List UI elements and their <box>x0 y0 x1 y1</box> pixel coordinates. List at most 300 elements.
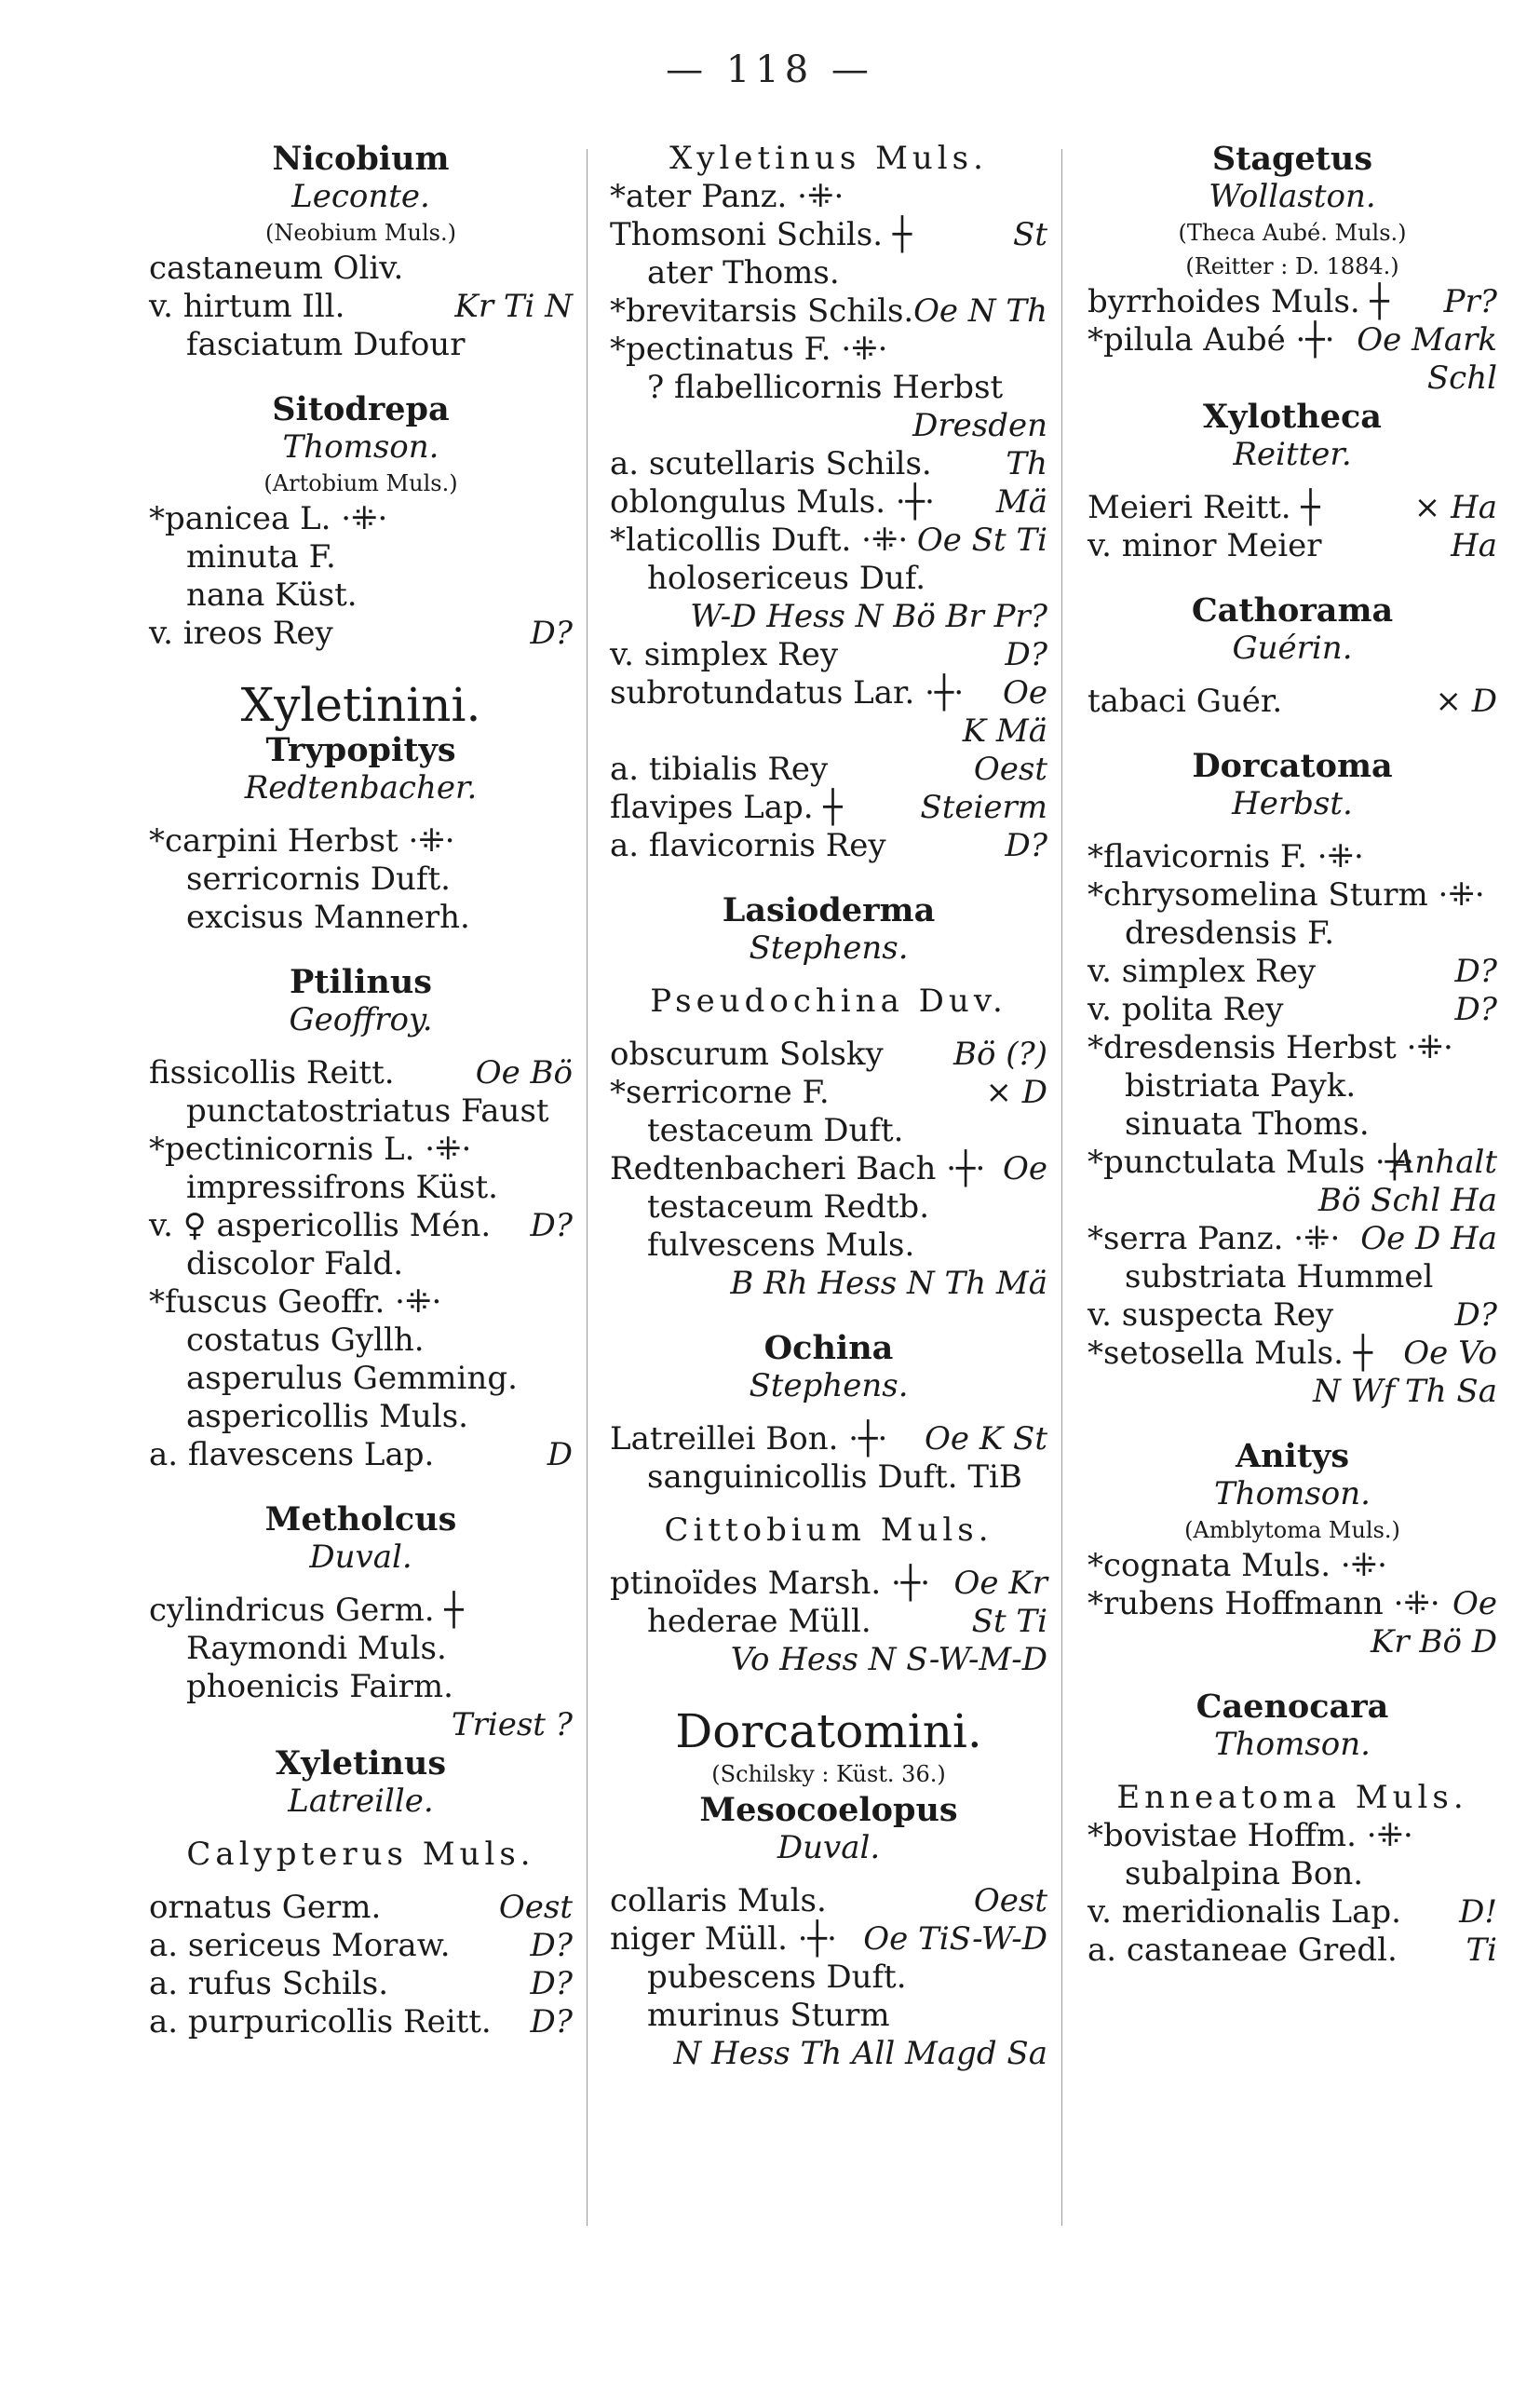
line-text: a. scutellaris Schils. <box>610 445 932 482</box>
line-text: murinus Sturm <box>647 1997 890 2034</box>
line-text: *chrysomelina Sturm ·⁜· <box>1087 876 1485 914</box>
line-text: (Neobium Muls.) <box>265 220 456 246</box>
line-text: Dresden <box>912 407 1047 444</box>
entry-line <box>149 822 573 861</box>
line-text: Schl <box>1426 359 1497 397</box>
line-text: Meieri Reitt. ┼ <box>1087 489 1320 526</box>
line-text: *rubens Hoffmann ·⁜· <box>1087 1585 1440 1622</box>
line-text: (Reitter : D. 1884.) <box>1185 253 1399 279</box>
distribution-code: Ti <box>1466 1932 1497 1969</box>
synonym-line <box>149 1398 573 1436</box>
line-text: Redtenbacheri Bach ·┼· <box>610 1150 986 1187</box>
synonym-line <box>149 899 573 937</box>
line-text: Latreille. <box>288 1783 434 1820</box>
spacer <box>610 968 1047 983</box>
entry-line <box>149 1054 573 1092</box>
distribution-line <box>1087 1623 1497 1661</box>
synonym-note <box>149 467 573 500</box>
entry-line <box>149 615 573 653</box>
line-text: collaris Muls. <box>610 1882 827 1919</box>
spacer <box>149 1577 573 1592</box>
distribution-line <box>1087 1373 1497 1411</box>
line-text: Stagetus <box>1211 140 1373 178</box>
line-text: Wollaston. <box>1209 178 1376 215</box>
synonym-line <box>149 538 573 576</box>
line-text: Thomson. <box>1214 1726 1371 1763</box>
line-text: Duval. <box>777 1829 881 1866</box>
entry-line <box>610 1074 1047 1112</box>
synonym-line <box>149 1668 573 1706</box>
line-text: Trypopitys <box>265 731 456 769</box>
distribution-code: Pr? <box>1443 283 1497 320</box>
author-line <box>1087 785 1497 823</box>
line-text: punctatostriatus Faust <box>186 1092 549 1130</box>
line-text: hederae Müll. <box>647 1603 871 1640</box>
synonym-line <box>149 576 573 615</box>
line-text: a. castaneae Gredl. <box>1087 1932 1398 1969</box>
entry-line <box>610 1920 1047 1959</box>
subgenus-heading <box>610 140 1047 178</box>
spacer <box>149 1039 573 1054</box>
line-text: Pseudochina Duv. <box>650 983 1007 1020</box>
column-rule-right <box>1061 149 1062 2226</box>
line-text: (Artobium Muls.) <box>263 470 458 496</box>
synonym-line <box>610 1188 1047 1227</box>
entry-line <box>1087 1335 1497 1373</box>
genus-heading <box>1087 398 1497 436</box>
distribution-code: Steierm <box>920 789 1047 826</box>
distribution-code: D? <box>1005 827 1047 864</box>
line-text: Metholcus <box>264 1500 457 1539</box>
line-text: (Theca Aubé. Muls.) <box>1178 220 1407 246</box>
entry-line <box>1087 683 1497 721</box>
distribution-code: Oest <box>498 1889 573 1926</box>
spacer <box>610 1550 1047 1565</box>
distribution-line <box>610 407 1047 445</box>
line-text: v. simplex Rey <box>610 636 839 673</box>
synonym-line <box>610 560 1047 598</box>
column-rule-left <box>587 149 588 2226</box>
distribution-code: D? <box>530 1965 573 2002</box>
author-line <box>149 1001 573 1039</box>
line-text: Cittobium Muls. <box>664 1512 993 1549</box>
author-line <box>1087 178 1497 216</box>
distribution-code: Bö (?) <box>952 1036 1047 1073</box>
spacer <box>149 807 573 822</box>
line-text: v. ♀ aspericollis Mén. <box>149 1207 492 1244</box>
line-text: K Mä <box>962 712 1047 750</box>
line-text: minuta F. <box>186 538 336 576</box>
line-text: Stephens. <box>749 929 909 967</box>
genus-heading <box>149 731 573 769</box>
line-text: testaceum Duft. <box>647 1112 904 1149</box>
distribution-code: Oest <box>973 751 1047 788</box>
line-text: *setosella Muls. ┼ <box>1087 1335 1373 1372</box>
genus-heading <box>1087 747 1497 785</box>
synonym-note <box>1087 250 1497 283</box>
line-text: Latreillei Bon. ·┼· <box>610 1420 888 1457</box>
genus-heading <box>149 140 573 178</box>
line-text: a. tibialis Rey <box>610 751 829 788</box>
distribution-code: D? <box>530 1927 573 1964</box>
line-text: *bovistae Hoffm. ·⁜· <box>1087 1817 1413 1854</box>
line-text: Raymondi Muls. <box>186 1630 447 1667</box>
distribution-code: Oe Vo <box>1403 1335 1497 1372</box>
author-line <box>149 1783 573 1821</box>
author-line <box>610 929 1047 968</box>
distribution-code: Mä <box>995 483 1047 521</box>
line-text: serricornis Duft. <box>186 861 451 898</box>
line-text: *serra Panz. ·⁜· <box>1087 1220 1341 1257</box>
distribution-code: Ha <box>1451 527 1497 564</box>
distribution-line <box>149 1706 573 1744</box>
line-text: Xyletinini. <box>240 678 481 732</box>
spacer <box>149 937 573 963</box>
line-text: asperulus Gemming. <box>186 1360 518 1397</box>
entry-line <box>149 1927 573 1965</box>
tribe-heading <box>610 1705 1047 1757</box>
synonym-line <box>149 1630 573 1668</box>
line-text: Ochina <box>763 1329 894 1367</box>
line-text: *dresdensis Herbst ·⁜· <box>1087 1029 1453 1066</box>
distribution-code: D? <box>1454 1296 1497 1334</box>
subgenus-heading <box>1087 1779 1497 1817</box>
synonym-line <box>610 1458 1047 1497</box>
line-text: *punctulata Muls ·┼· <box>1087 1144 1414 1181</box>
line-text: sanguinicollis Duft. TiB <box>647 1458 1022 1496</box>
line-text: ? flabellicornis Herbst <box>647 369 1004 406</box>
subgenus-heading <box>149 1836 573 1874</box>
synonym-line <box>149 861 573 899</box>
entry-line <box>149 1889 573 1927</box>
synonym-line <box>610 1603 1047 1641</box>
line-text: v. hirtum Ill. <box>149 288 345 325</box>
spacer <box>149 653 573 679</box>
entry-line <box>1087 1585 1497 1623</box>
entry-line <box>610 789 1047 827</box>
line-text: substriata Hummel <box>1125 1258 1434 1295</box>
line-text: testaceum Redtb. <box>647 1188 929 1226</box>
entry-line <box>149 500 573 538</box>
spacer <box>610 1867 1047 1882</box>
entry-line <box>1087 1296 1497 1335</box>
line-text: W-D Hess N Bö Br Pr? <box>690 598 1047 635</box>
entry-line <box>1087 991 1497 1029</box>
genus-heading <box>1087 140 1497 178</box>
line-text: Duval. <box>309 1539 412 1576</box>
line-text: v. suspecta Rey <box>1087 1296 1334 1334</box>
line-text: phoenicis Fairm. <box>186 1668 453 1705</box>
genus-heading <box>149 390 573 428</box>
spacer <box>149 1874 573 1889</box>
line-text: Bö Schl Ha <box>1317 1182 1497 1219</box>
line-text: Herbst. <box>1232 785 1353 822</box>
line-text: v. polita Rey <box>1087 991 1284 1028</box>
synonym-line <box>149 326 573 364</box>
line-text: a. purpuricollis Reitt. <box>149 2003 492 2040</box>
distribution-code: Oe <box>1452 1585 1497 1622</box>
spacer <box>610 1303 1047 1329</box>
spacer <box>1087 721 1497 747</box>
author-line <box>149 769 573 807</box>
line-text: *panicea L. ·⁜· <box>149 500 388 537</box>
line-text: castaneum Oliv. <box>149 250 404 287</box>
entry-line <box>149 2003 573 2041</box>
author-line <box>149 178 573 216</box>
distribution-code: Oe <box>1003 1150 1047 1187</box>
synonym-line <box>1087 1067 1497 1105</box>
author-line <box>1087 436 1497 474</box>
line-text: N Hess Th All Magd Sa <box>673 2035 1047 2072</box>
synonym-line <box>610 1112 1047 1150</box>
line-text: Thomson. <box>282 428 439 466</box>
line-text: Lasioderma <box>722 891 936 929</box>
entry-line <box>610 522 1047 560</box>
entry-line <box>1087 283 1497 321</box>
distribution-code: St Ti <box>971 1603 1047 1640</box>
distribution-line <box>610 1641 1047 1679</box>
line-text: obscurum Solsky <box>610 1036 884 1073</box>
distribution-code: D? <box>530 615 573 652</box>
line-text: Xyletinus <box>275 1744 447 1783</box>
spacer <box>610 1405 1047 1420</box>
distribution-code: Oest <box>973 1882 1047 1919</box>
distribution-code: Oe K St <box>925 1420 1047 1457</box>
line-text: Xyletinus Muls. <box>669 140 988 177</box>
synonym-note <box>1087 1513 1497 1547</box>
line-text: B Rh Hess N Th Mä <box>730 1265 1047 1302</box>
synonym-line <box>1087 915 1497 953</box>
column-right <box>1087 140 1497 1970</box>
distribution-code: Oe Kr <box>953 1565 1047 1602</box>
entry-line <box>1087 1144 1497 1182</box>
line-text: nana Küst. <box>186 576 358 614</box>
synonym-line <box>149 1322 573 1360</box>
distribution-line <box>610 1265 1047 1303</box>
genus-heading <box>1087 591 1497 630</box>
line-text: ater Thoms. <box>647 254 840 291</box>
line-text: Thomsoni Schils. ┼ <box>610 216 912 253</box>
line-text: niger Müll. ·┼· <box>610 1920 837 1958</box>
line-text: Caenocara <box>1196 1688 1389 1726</box>
entry-line <box>610 292 1047 331</box>
synonym-line <box>610 1959 1047 1997</box>
entry-line <box>610 445 1047 483</box>
line-text: v. minor Meier <box>1087 527 1322 564</box>
genus-heading <box>610 1329 1047 1367</box>
line-text: pubescens Duft. <box>647 1959 907 1996</box>
line-text: (Schilsky : Küst. 36.) <box>711 1761 946 1787</box>
entry-line <box>149 1436 573 1474</box>
line-text: Guérin. <box>1232 630 1353 667</box>
line-text: bistriata Payk. <box>1125 1067 1357 1105</box>
line-text: byrrhoides Muls. ┼ <box>1087 283 1389 320</box>
line-text: Redtenbacher. <box>244 769 478 807</box>
line-text: fulvescens Muls. <box>647 1227 915 1264</box>
line-text: *cognata Muls. ·⁜· <box>1087 1547 1387 1584</box>
line-text: Triest ? <box>451 1706 573 1743</box>
column-left <box>149 140 573 2041</box>
line-text: Kr Bö D <box>1371 1623 1497 1661</box>
line-text: *pectinatus F. ·⁜· <box>610 331 888 368</box>
distribution-code: D? <box>1454 991 1497 1028</box>
line-text: *ater Panz. ·⁜· <box>610 178 844 215</box>
line-text: Stephens. <box>749 1367 909 1404</box>
distribution-line <box>610 712 1047 751</box>
entry-line <box>610 483 1047 522</box>
entry-line <box>149 1592 573 1630</box>
subgenus-heading <box>610 983 1047 1021</box>
distribution-code: Oe TiS-W-D <box>863 1920 1047 1958</box>
entry-line <box>610 827 1047 865</box>
spacer <box>1087 668 1497 683</box>
line-text: ornatus Germ. <box>149 1889 382 1926</box>
spacer <box>1087 474 1497 489</box>
distribution-code: Oe St Ti <box>916 522 1047 559</box>
entry-line <box>149 1965 573 2003</box>
line-text: Cathorama <box>1191 591 1394 630</box>
spacer <box>1087 1661 1497 1688</box>
author-line <box>610 1829 1047 1867</box>
line-text: *serricorne F. <box>610 1074 830 1111</box>
entry-line <box>1087 1220 1497 1258</box>
distribution-code: D <box>547 1436 573 1473</box>
entry-line <box>610 751 1047 789</box>
line-text: Sitodrepa <box>272 390 450 428</box>
line-text: Enneatoma Muls. <box>1116 1779 1468 1816</box>
line-text: *pilula Aubé ·┼· <box>1087 321 1335 359</box>
line-text: subalpina Bon. <box>1125 1855 1364 1892</box>
spacer <box>610 865 1047 891</box>
line-text: dresdensis F. <box>1125 915 1335 952</box>
synonym-line <box>610 254 1047 292</box>
distribution-code: Oe D Ha <box>1360 1220 1497 1257</box>
distribution-code: Oe Bö <box>475 1054 573 1091</box>
genus-heading <box>149 1744 573 1783</box>
line-text: discolor Fald. <box>186 1245 404 1282</box>
entry-line <box>610 1150 1047 1188</box>
synonym-note <box>610 1757 1047 1791</box>
entry-line <box>1087 527 1497 565</box>
entry-line <box>610 331 1047 369</box>
line-text: excisus Mannerh. <box>186 899 470 936</box>
entry-line <box>149 250 573 288</box>
entry-line <box>1087 876 1497 915</box>
line-text: Leconte. <box>291 178 430 215</box>
entry-line <box>1087 489 1497 527</box>
entry-line <box>610 636 1047 674</box>
synonym-line <box>149 1360 573 1398</box>
entry-line <box>1087 1029 1497 1067</box>
entry-line <box>1087 953 1497 991</box>
line-text: *fuscus Geoffr. ·⁜· <box>149 1283 442 1321</box>
line-text: flavipes Lap. ┼ <box>610 789 843 826</box>
distribution-code: Oe <box>1003 674 1047 712</box>
synonym-line <box>1087 1855 1497 1893</box>
distribution-code: D? <box>530 2003 573 2040</box>
distribution-code: × D <box>1435 683 1497 720</box>
distribution-code: D? <box>1005 636 1047 673</box>
distribution-code: × D <box>985 1074 1047 1111</box>
line-text: *flavicornis F. ·⁜· <box>1087 838 1364 875</box>
distribution-code: Kr Ti N <box>454 288 573 325</box>
line-text: *laticollis Duft. ·⁜· <box>610 522 909 559</box>
line-text: cylindricus Germ. ┼ <box>149 1592 464 1629</box>
line-text: *carpini Herbst ·⁜· <box>149 822 455 860</box>
line-text: Dorcatomini. <box>675 1704 982 1758</box>
synonym-line <box>149 1169 573 1207</box>
line-text: subrotundatus Lar. ·┼· <box>610 674 965 712</box>
line-text: Calypterus Muls. <box>186 1836 535 1873</box>
line-text: a. sericeus Moraw. <box>149 1927 451 1964</box>
spacer <box>1087 1764 1497 1779</box>
entry-line <box>610 1420 1047 1458</box>
line-text: aspericollis Muls. <box>186 1398 468 1435</box>
spacer <box>149 1821 573 1836</box>
genus-heading <box>1087 1437 1497 1475</box>
genus-heading <box>149 963 573 1001</box>
line-text: v. ireos Rey <box>149 615 333 652</box>
entry-line <box>610 674 1047 712</box>
author-line <box>149 1539 573 1577</box>
entry-line <box>1087 838 1497 876</box>
author-line <box>1087 1475 1497 1513</box>
entry-line <box>610 1882 1047 1920</box>
line-text: Dorcatoma <box>1192 747 1393 785</box>
subgenus-heading <box>610 1512 1047 1550</box>
distribution-code: Oe N Th <box>913 292 1047 330</box>
distribution-code: D? <box>1454 953 1497 990</box>
spacer <box>610 1497 1047 1512</box>
distribution-code: × Ha <box>1413 489 1497 526</box>
entry-line <box>1087 1817 1497 1855</box>
distribution-line <box>1087 359 1497 398</box>
distribution-code: D? <box>530 1207 573 1244</box>
synonym-note <box>149 216 573 250</box>
distribution-code: Th <box>1006 445 1047 482</box>
author-line <box>1087 1726 1497 1764</box>
distribution-code: Oe Mark <box>1357 321 1497 359</box>
line-text: Xylotheca <box>1202 398 1382 436</box>
line-text: ptinoïdes Marsh. ·┼· <box>610 1565 931 1602</box>
genus-heading <box>610 891 1047 929</box>
synonym-line <box>610 369 1047 407</box>
line-text: oblongulus Muls. ·┼· <box>610 483 935 521</box>
entry-line <box>610 216 1047 254</box>
line-text: holosericeus Duf. <box>647 560 926 597</box>
line-text: fissicollis Reitt. <box>149 1054 395 1091</box>
line-text: N Wf Th Sa <box>1313 1373 1497 1410</box>
entry-line <box>610 1036 1047 1074</box>
genus-heading <box>149 1500 573 1539</box>
synonym-line <box>1087 1105 1497 1144</box>
entry-line <box>149 1131 573 1169</box>
distribution-line <box>1087 1182 1497 1220</box>
spacer <box>149 1474 573 1500</box>
synonym-line <box>610 1997 1047 2035</box>
line-text: Anitys <box>1235 1437 1350 1475</box>
entry-line <box>1087 1932 1497 1970</box>
entry-line <box>149 1207 573 1245</box>
entry-line <box>610 178 1047 216</box>
genus-heading <box>1087 1688 1497 1726</box>
author-line <box>149 428 573 467</box>
line-text: *brevitarsis Schils. <box>610 292 914 330</box>
author-line <box>610 1367 1047 1405</box>
line-text: v. simplex Rey <box>1087 953 1317 990</box>
line-text: (Amblytoma Muls.) <box>1184 1517 1400 1543</box>
line-text: fasciatum Dufour <box>186 326 466 363</box>
